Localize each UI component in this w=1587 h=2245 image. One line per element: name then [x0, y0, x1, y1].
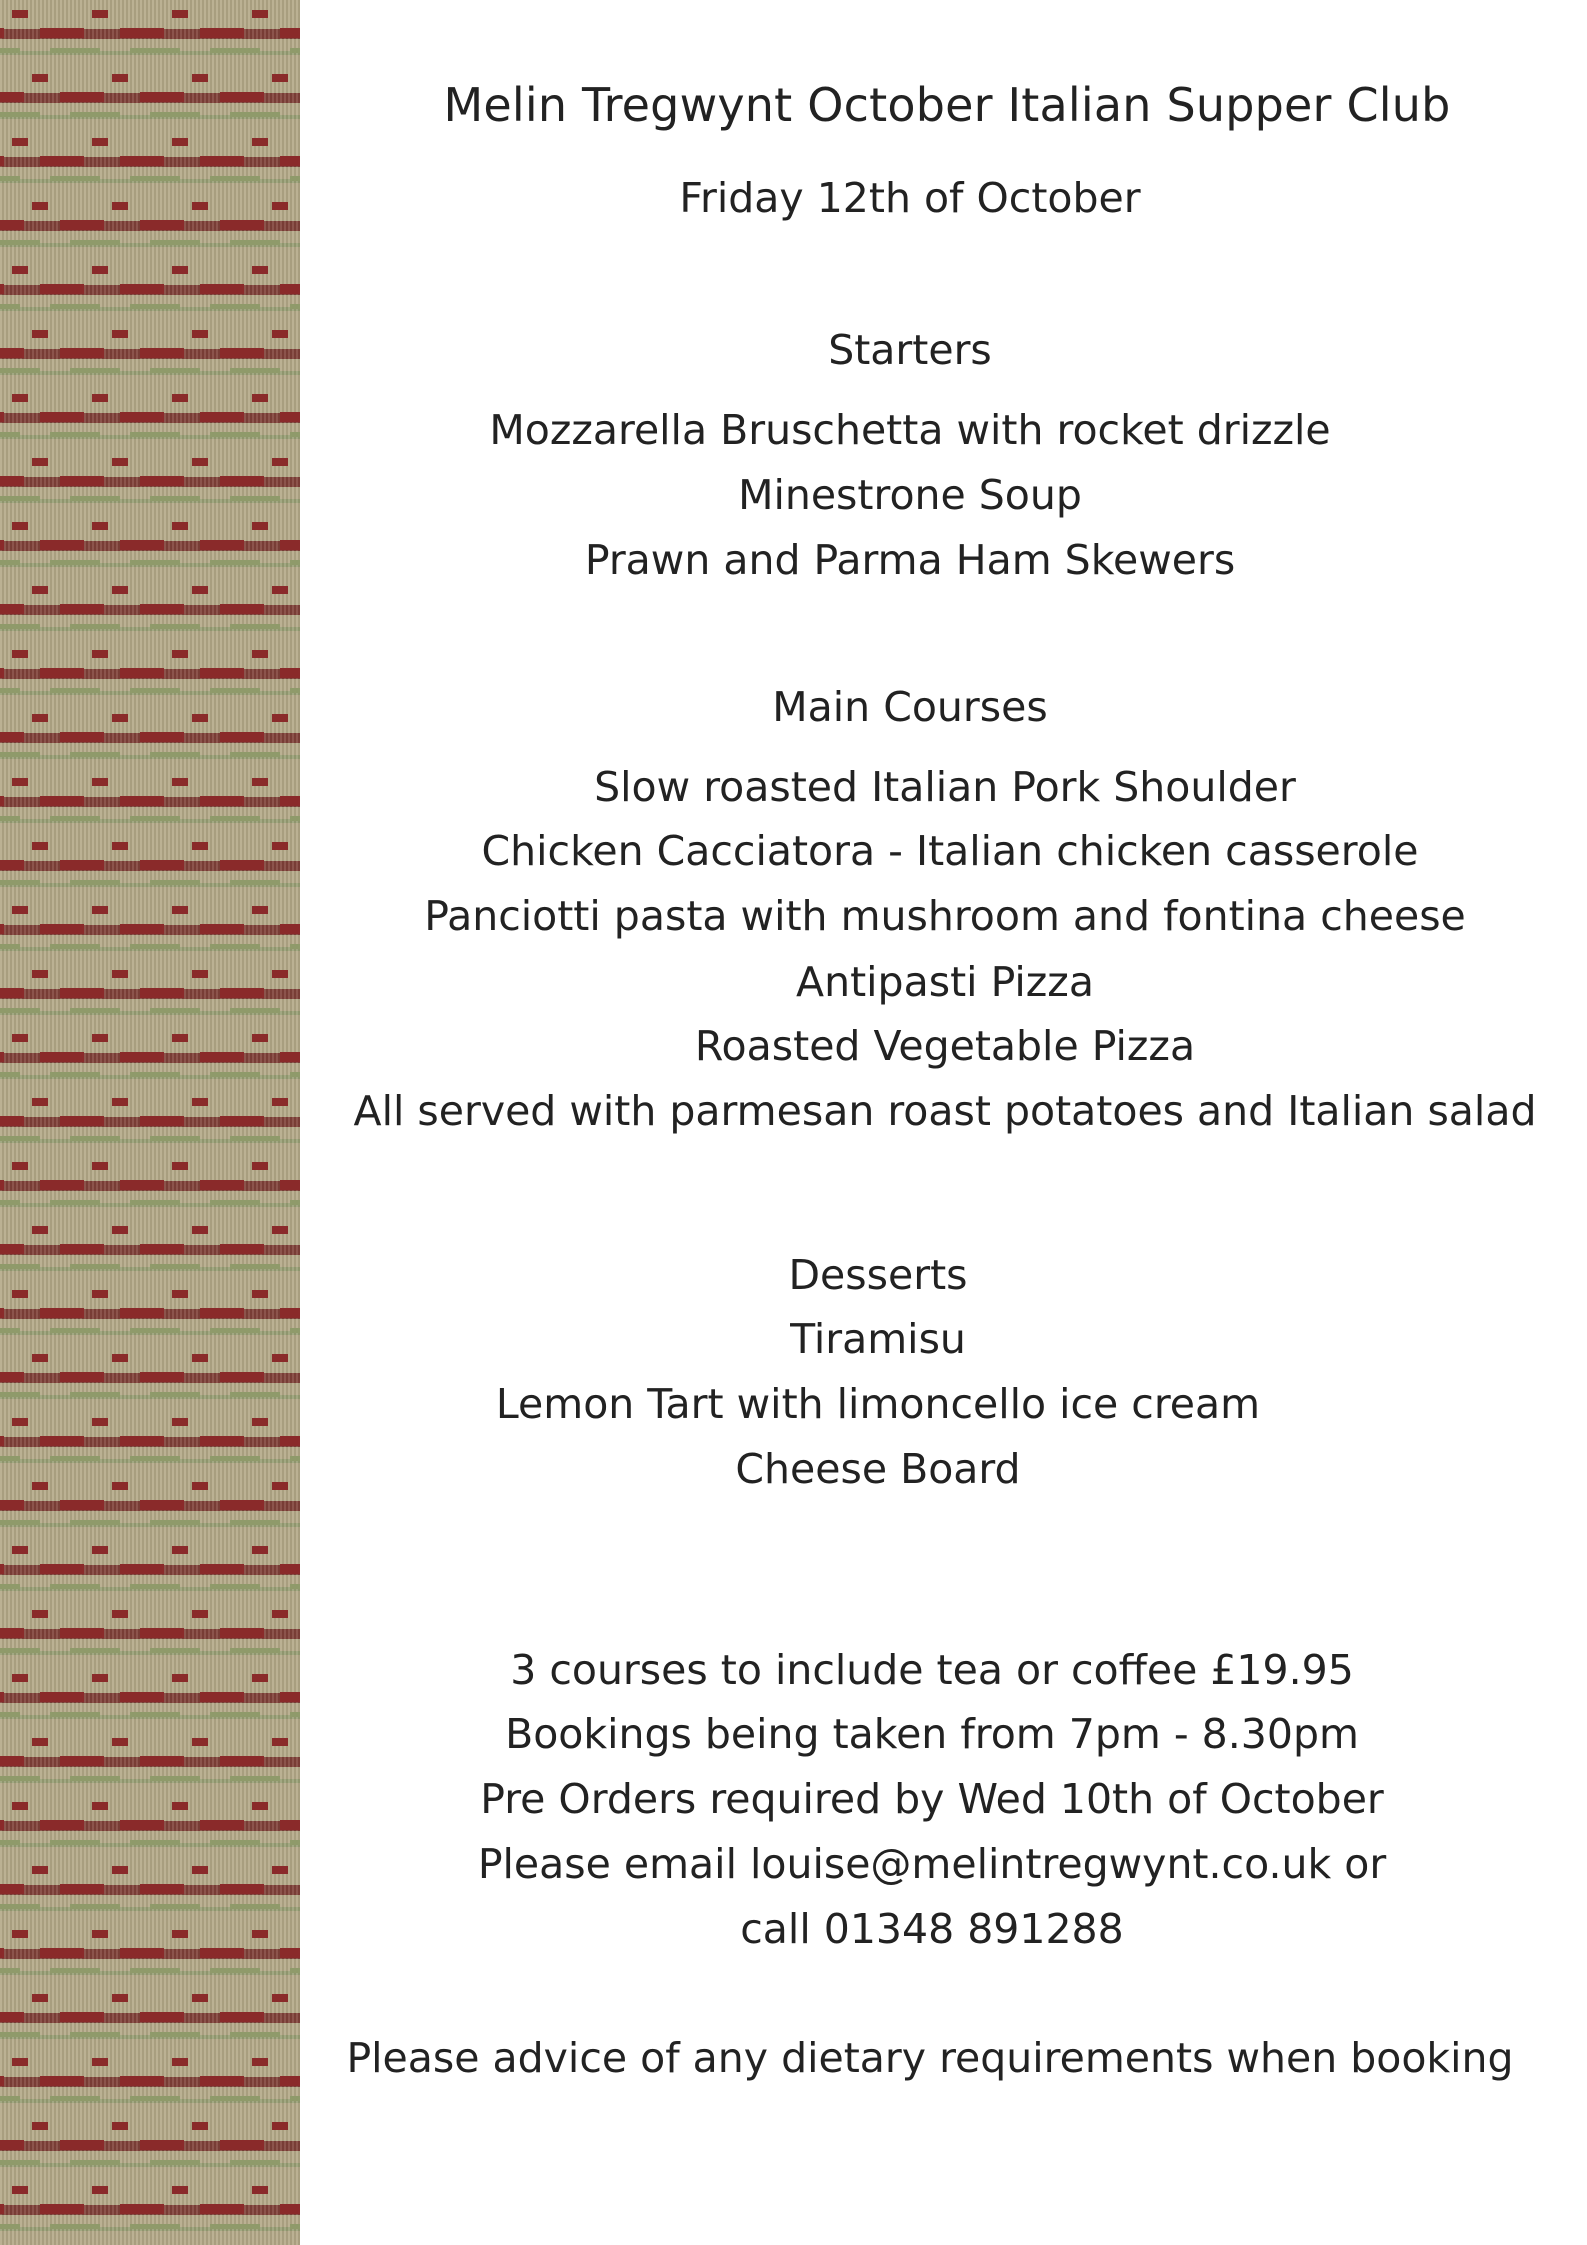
- contact-email: Please email louise@melintregwynt.co.uk or: [477, 1840, 1387, 1888]
- main-item: Panciotti pasta with mushroom and fontina cheese: [424, 892, 1466, 940]
- dessert-item: Lemon Tart with limoncello ice cream: [495, 1380, 1261, 1428]
- page-title: Melin Tregwynt October Italian Supper Club: [443, 78, 1451, 132]
- main-item: Antipasti Pizza: [796, 958, 1094, 1006]
- main-item: Roasted Vegetable Pizza: [694, 1022, 1196, 1070]
- booking-times: Bookings being taken from 7pm - 8.30pm: [505, 1710, 1359, 1758]
- main-item: Chicken Cacciatora - Italian chicken casserole: [481, 827, 1419, 875]
- dessert-item: Cheese Board: [735, 1445, 1021, 1493]
- dietary-note: Please advice of any dietary requirements when booking: [346, 2034, 1514, 2082]
- event-date: Friday 12th of October: [679, 174, 1141, 222]
- desserts-heading: Desserts: [788, 1251, 968, 1299]
- mains-heading: Main Courses: [772, 683, 1048, 731]
- starters-heading: Starters: [828, 326, 992, 374]
- starter-item: Prawn and Parma Ham Skewers: [584, 536, 1236, 584]
- dessert-item: Tiramisu: [790, 1315, 966, 1363]
- decorative-weave-strip: [0, 0, 300, 2245]
- main-item-note: All served with parmesan roast potatoes and Italian salad: [353, 1087, 1537, 1135]
- starter-item: Mozzarella Bruschetta with rocket drizzle: [489, 406, 1331, 454]
- weave-pattern-graphic: [0, 0, 300, 2245]
- starter-item: Minestrone Soup: [738, 471, 1082, 519]
- contact-phone: call 01348 891288: [740, 1905, 1124, 1953]
- preorder-deadline: Pre Orders required by Wed 10th of October: [480, 1775, 1384, 1823]
- main-item: Slow roasted Italian Pork Shoulder: [594, 763, 1296, 811]
- price-info: 3 courses to include tea or coffee £19.95: [510, 1646, 1354, 1694]
